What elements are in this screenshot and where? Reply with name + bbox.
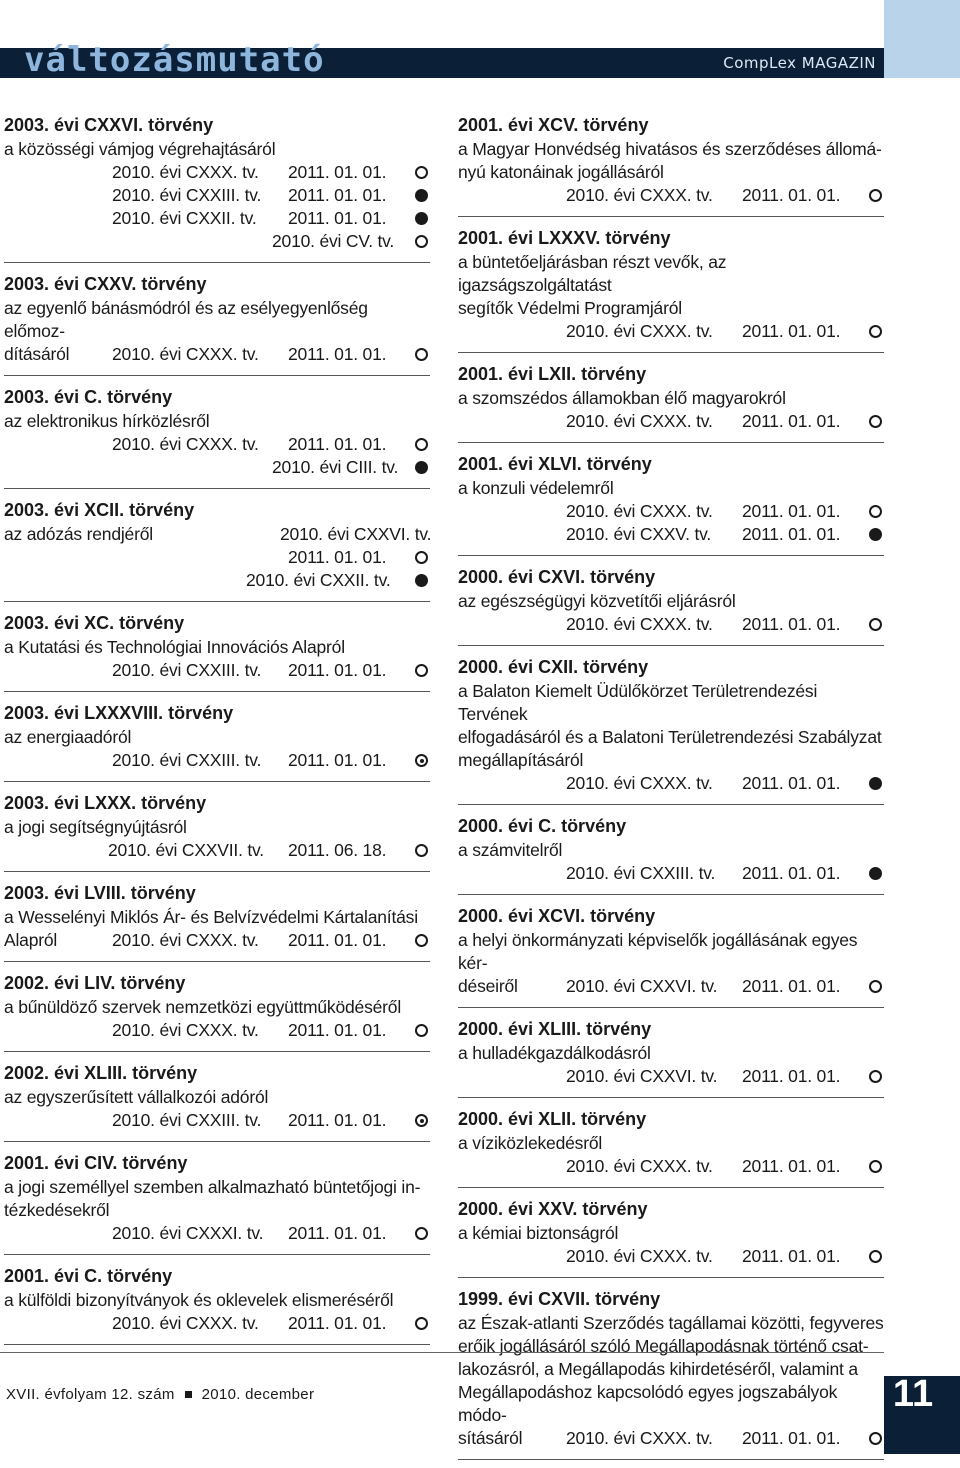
amending-act: 2010. évi CXXX. tv. [566, 1428, 713, 1448]
law-entry [4, 790, 430, 872]
law-desc: sításáról [458, 1428, 523, 1448]
law-entry [4, 880, 430, 962]
footer-date: 2010. december [201, 1386, 315, 1403]
law-title: 2000. évi XCVI. törvény [458, 906, 656, 926]
magazine-name: CompLex MAGAZIN [723, 54, 876, 72]
law-title: 2002. évi LIV. törvény [4, 973, 186, 993]
law-title: 2003. évi CXXVI. törvény [4, 115, 214, 135]
law-desc: déseiről [458, 976, 518, 996]
amending-act: 2010. évi CXXX. tv. [566, 185, 713, 205]
law-desc: az Észak-atlanti Szerződés tagállamai közötti, fegyveres [458, 1313, 884, 1333]
effective-date: 2011. 01. 01. [742, 614, 841, 634]
filled-circle-icon [869, 528, 882, 541]
amending-act: 2010. évi CXXX. tv. [112, 930, 259, 950]
left-column [4, 112, 430, 1353]
effective-date: 2011. 01. 01. [288, 750, 387, 770]
law-desc: a konzuli védelemről [458, 478, 614, 498]
amendment-row [458, 184, 884, 207]
law-desc: a bűnüldöző szervek nemzetközi együttműködéséről [4, 997, 402, 1017]
amendment-row [458, 410, 884, 433]
effective-date: 2011. 01. 01. [742, 773, 841, 793]
open-circle-icon [869, 189, 882, 202]
law-title: 1999. évi CXVII. törvény [458, 1289, 661, 1309]
effective-date: 2011. 01. 01. [288, 1020, 387, 1040]
law-title: 2003. évi LXXXVIII. törvény [4, 703, 234, 723]
law-entry [4, 1263, 430, 1345]
amending-act: 2010. évi CXXX. tv. [566, 411, 713, 431]
law-desc: az adózás rendjéről [4, 524, 153, 544]
law-desc: a büntetőeljárásban részt vevők, az igazságszolgáltatást [458, 252, 727, 295]
law-entry [4, 497, 430, 602]
amendment-row [4, 207, 430, 230]
law-desc: elfogadásáról és a Balatoni Területrendezési Szabályzat [458, 727, 882, 747]
law-desc: az egyszerűsített vállalkozói adóról [4, 1087, 269, 1107]
effective-date: 2011. 01. 01. [742, 1066, 841, 1086]
amendment-row [4, 839, 430, 862]
effective-date: 2011. 01. 01. [742, 321, 841, 341]
law-title: 2002. évi XLIII. törvény [4, 1063, 198, 1083]
filled-circle-icon [869, 777, 882, 790]
amendment-row [458, 1155, 884, 1178]
law-entry [458, 1196, 884, 1278]
law-desc: a jogi személlyel szemben alkalmazható büntetőjogi in- [4, 1177, 421, 1197]
amendment-row [4, 546, 430, 569]
filled-circle-icon [415, 189, 428, 202]
amending-act: 2010. évi CV. tv. [272, 231, 395, 251]
amendment-row [4, 343, 430, 366]
amendment-row [458, 772, 884, 795]
open-circle-icon [415, 235, 428, 248]
law-desc: a Balaton Kiemelt Üdülőkörzet Területrendezési Tervének [458, 681, 818, 724]
amending-act: 2010. évi CXXVII. tv. [108, 840, 264, 860]
open-circle-icon [869, 1070, 882, 1083]
effective-date: 2011. 01. 01. [742, 976, 841, 996]
law-title: 2000. évi XXV. törvény [458, 1199, 648, 1219]
amendment-row [4, 230, 430, 253]
law-desc: a Magyar Honvédség hivatásos és szerződéses állomá- [458, 139, 882, 159]
law-desc-line [4, 523, 430, 546]
effective-date: 2011. 01. 01. [742, 863, 841, 883]
law-title: 2003. évi CXXV. törvény [4, 274, 207, 294]
law-entry [4, 112, 430, 263]
dot-circle-icon [415, 1114, 428, 1127]
law-entry [4, 970, 430, 1052]
effective-date: 2011. 01. 01. [288, 1110, 387, 1130]
law-desc: megállapításáról [458, 750, 584, 770]
amendment-row [458, 1065, 884, 1088]
amending-act: 2010. évi CXXX. tv. [112, 344, 259, 364]
open-circle-icon [415, 934, 428, 947]
effective-date: 2011. 01. 01. [742, 185, 841, 205]
amending-act: 2010. évi CXXX. tv. [566, 614, 713, 634]
amendment-row [458, 523, 884, 546]
amending-act: 2010. évi CXXII. tv. [112, 208, 257, 228]
square-bullet-icon [185, 1391, 192, 1398]
law-entry [4, 384, 430, 489]
law-desc: a jogi segítségnyújtásról [4, 817, 187, 837]
corner-accent-block [884, 0, 960, 78]
amendment-row [458, 613, 884, 636]
effective-date: 2011. 01. 01. [288, 185, 387, 205]
amending-act: 2010. évi CXXIII. tv. [112, 660, 262, 680]
amending-act: 2010. évi CIII. tv. [272, 457, 399, 477]
law-desc: erőik jogállásáról szóló Megállapodásnak történő csat- [458, 1336, 869, 1356]
law-desc: a helyi önkormányzati képviselők jogállásának egyes kér- [458, 930, 858, 973]
law-entry [458, 903, 884, 1008]
open-circle-icon [869, 415, 882, 428]
law-desc: az egyenlő bánásmódról és az esélyegyenlőség előmoz- [4, 298, 368, 341]
filled-circle-icon [415, 461, 428, 474]
law-desc: a közösségi vámjog végrehajtásáról [4, 139, 276, 159]
amendment-row [4, 433, 430, 456]
open-circle-icon [415, 348, 428, 361]
amending-act: 2010. évi CXXX. tv. [112, 1313, 259, 1333]
law-title: 2000. évi CXII. törvény [458, 657, 649, 677]
effective-date: 2011. 01. 01. [288, 1313, 387, 1333]
law-title: 2000. évi XLIII. törvény [458, 1019, 652, 1039]
law-entry [458, 361, 884, 443]
effective-date: 2011. 01. 01. [742, 501, 841, 521]
law-title: 2000. évi CXVI. törvény [458, 567, 656, 587]
law-desc: segítők Védelmi Programjáról [458, 298, 682, 318]
law-title: 2001. évi LXXXV. törvény [458, 228, 671, 248]
law-title: 2001. évi XCV. törvény [458, 115, 649, 135]
effective-date: 2011. 06. 18. [288, 840, 387, 860]
law-entry [458, 654, 884, 805]
effective-date: 2011. 01. 01. [742, 1156, 841, 1176]
effective-date: 2011. 01. 01. [288, 660, 387, 680]
law-entry [4, 610, 430, 692]
effective-date: 2011. 01. 01. [288, 208, 387, 228]
open-circle-icon [415, 551, 428, 564]
effective-date: 2011. 01. 01. [742, 524, 841, 544]
amending-act: 2011. 01. 01. [288, 547, 387, 567]
amending-act: 2010. évi CXXX. tv. [112, 434, 259, 454]
amending-act: 2010. évi CXXVI. tv. [566, 976, 718, 996]
law-desc: a hulladékgazdálkodásról [458, 1043, 651, 1063]
law-title: 2001. évi C. törvény [4, 1266, 173, 1286]
law-desc: a víziközlekedésről [458, 1133, 603, 1153]
law-entry [458, 1286, 884, 1460]
amendment-row [4, 1019, 430, 1042]
amending-act: 2010. évi CXXX. tv. [566, 1246, 713, 1266]
footer-issue [6, 1386, 314, 1403]
law-desc: dításáról [4, 344, 70, 364]
footer-volume: XVII. évfolyam 12. szám [6, 1386, 175, 1403]
amendment-row [458, 1245, 884, 1268]
effective-date: 2011. 01. 01. [288, 344, 387, 364]
amendment-row [4, 184, 430, 207]
law-title: 2003. évi XC. törvény [4, 613, 185, 633]
law-entry [458, 451, 884, 556]
open-circle-icon [415, 1227, 428, 1240]
amending-act: 2010. évi CXXX. tv. [566, 773, 713, 793]
filled-circle-icon [869, 867, 882, 880]
filled-circle-icon [415, 212, 428, 225]
law-entry [4, 1060, 430, 1142]
amendment-row [4, 1222, 430, 1245]
amending-act: 2010. évi CXXXI. tv. [112, 1223, 264, 1243]
law-title: 2000. évi C. törvény [458, 816, 627, 836]
law-desc: Alapról [4, 930, 58, 950]
law-entry [458, 112, 884, 217]
open-circle-icon [869, 1250, 882, 1263]
amendment-row [4, 929, 430, 952]
open-circle-icon [869, 505, 882, 518]
effective-date: 2011. 01. 01. [288, 434, 387, 454]
law-entry [4, 700, 430, 782]
law-desc: a kémiai biztonságról [458, 1223, 619, 1243]
open-circle-icon [869, 1160, 882, 1173]
dot-circle-icon [415, 754, 428, 767]
open-circle-icon [415, 438, 428, 451]
amending-act: 2010. évi CXXX. tv. [566, 321, 713, 341]
law-entry [458, 813, 884, 895]
law-entry [458, 1106, 884, 1188]
law-desc: az energiaadóról [4, 727, 132, 747]
law-title: 2001. évi CIV. törvény [4, 1153, 188, 1173]
amending-act: 2010. évi CXXII. tv. [246, 570, 391, 590]
amending-act: 2010. évi CXXIII. tv. [112, 185, 262, 205]
law-title: 2003. évi LVIII. törvény [4, 883, 196, 903]
section-title: változásmutató [24, 40, 325, 80]
amending-act: 2010. évi CXXIII. tv. [112, 1110, 262, 1130]
open-circle-icon [869, 618, 882, 631]
law-desc: a külföldi bizonyítványok és oklevelek elismeréséről [4, 1290, 394, 1310]
amending-act: 2010. évi CXXX. tv. [112, 1020, 259, 1040]
amendment-row [4, 659, 430, 682]
law-desc: nyú katonáinak jogállásáról [458, 162, 664, 182]
law-entry [458, 1016, 884, 1098]
law-desc: az egészségügyi közvetítői eljárásról [458, 591, 736, 611]
open-circle-icon [415, 844, 428, 857]
law-title: 2003. évi C. törvény [4, 387, 173, 407]
amending-act: 2010. évi CXXVI. tv. [566, 1066, 718, 1086]
open-circle-icon [415, 166, 428, 179]
amending-act: 2010. évi CXXIII. tv. [566, 863, 716, 883]
law-desc: a Wesselényi Miklós Ár- és Belvízvédelmi Kártalanítási [4, 907, 418, 927]
open-circle-icon [869, 980, 882, 993]
law-desc: a szomszédos államokban élő magyarokról [458, 388, 786, 408]
amendment-row [458, 320, 884, 343]
right-column [458, 112, 884, 1468]
law-desc: Megállapodáshoz kapcsolódó egyes jogszabályok módo- [458, 1382, 838, 1425]
law-desc: tézkedésekről [4, 1200, 110, 1220]
effective-date: 2011. 01. 01. [742, 411, 841, 431]
open-circle-icon [869, 1432, 882, 1445]
amending-act: 2010. évi CXXX. tv. [566, 1156, 713, 1176]
open-circle-icon [415, 664, 428, 677]
amending-act: 2010. évi CXXV. tv. [566, 524, 712, 544]
amendment-row [4, 161, 430, 184]
page-number: 11 [892, 1373, 934, 1415]
effective-date: 2011. 01. 01. [288, 1223, 387, 1243]
law-title: 2001. évi LXII. törvény [458, 364, 647, 384]
amending-act: 2010. évi CXXVI. tv. [280, 524, 432, 544]
law-desc: lakozásról, a Megállapodás kihirdetéséről, valamint a [458, 1359, 858, 1379]
effective-date: 2011. 01. 01. [288, 162, 387, 182]
law-title: 2000. évi XLII. törvény [458, 1109, 647, 1129]
law-title: 2003. évi LXXX. törvény [4, 793, 207, 813]
effective-date: 2011. 01. 01. [288, 930, 387, 950]
amendment-row [458, 862, 884, 885]
law-title: 2003. évi XCII. törvény [4, 500, 195, 520]
effective-date: 2011. 01. 01. [742, 1246, 841, 1266]
amending-act: 2010. évi CXXX. tv. [566, 501, 713, 521]
open-circle-icon [869, 325, 882, 338]
law-entry [4, 271, 430, 376]
amendment-row [458, 500, 884, 523]
effective-date: 2011. 01. 01. [742, 1428, 841, 1448]
footer-divider [0, 1352, 884, 1353]
amendment-row [4, 456, 430, 479]
amendment-row [4, 1312, 430, 1335]
amendment-row [4, 749, 430, 772]
law-entry [458, 564, 884, 646]
amendment-row [458, 1427, 884, 1450]
law-desc: a számvitelről [458, 840, 563, 860]
amendment-row [458, 975, 884, 998]
law-entry [458, 225, 884, 353]
law-entry [4, 1150, 430, 1255]
law-title: 2001. évi XLVI. törvény [458, 454, 652, 474]
law-desc: az elektronikus hírközlésről [4, 411, 210, 431]
amending-act: 2010. évi CXXIII. tv. [112, 750, 262, 770]
law-desc: a Kutatási és Technológiai Innovációs Alapról [4, 637, 345, 657]
open-circle-icon [415, 1024, 428, 1037]
filled-circle-icon [415, 574, 428, 587]
open-circle-icon [415, 1317, 428, 1330]
amendment-row [4, 569, 430, 592]
amendment-row [4, 1109, 430, 1132]
amending-act: 2010. évi CXXX. tv. [112, 162, 259, 182]
